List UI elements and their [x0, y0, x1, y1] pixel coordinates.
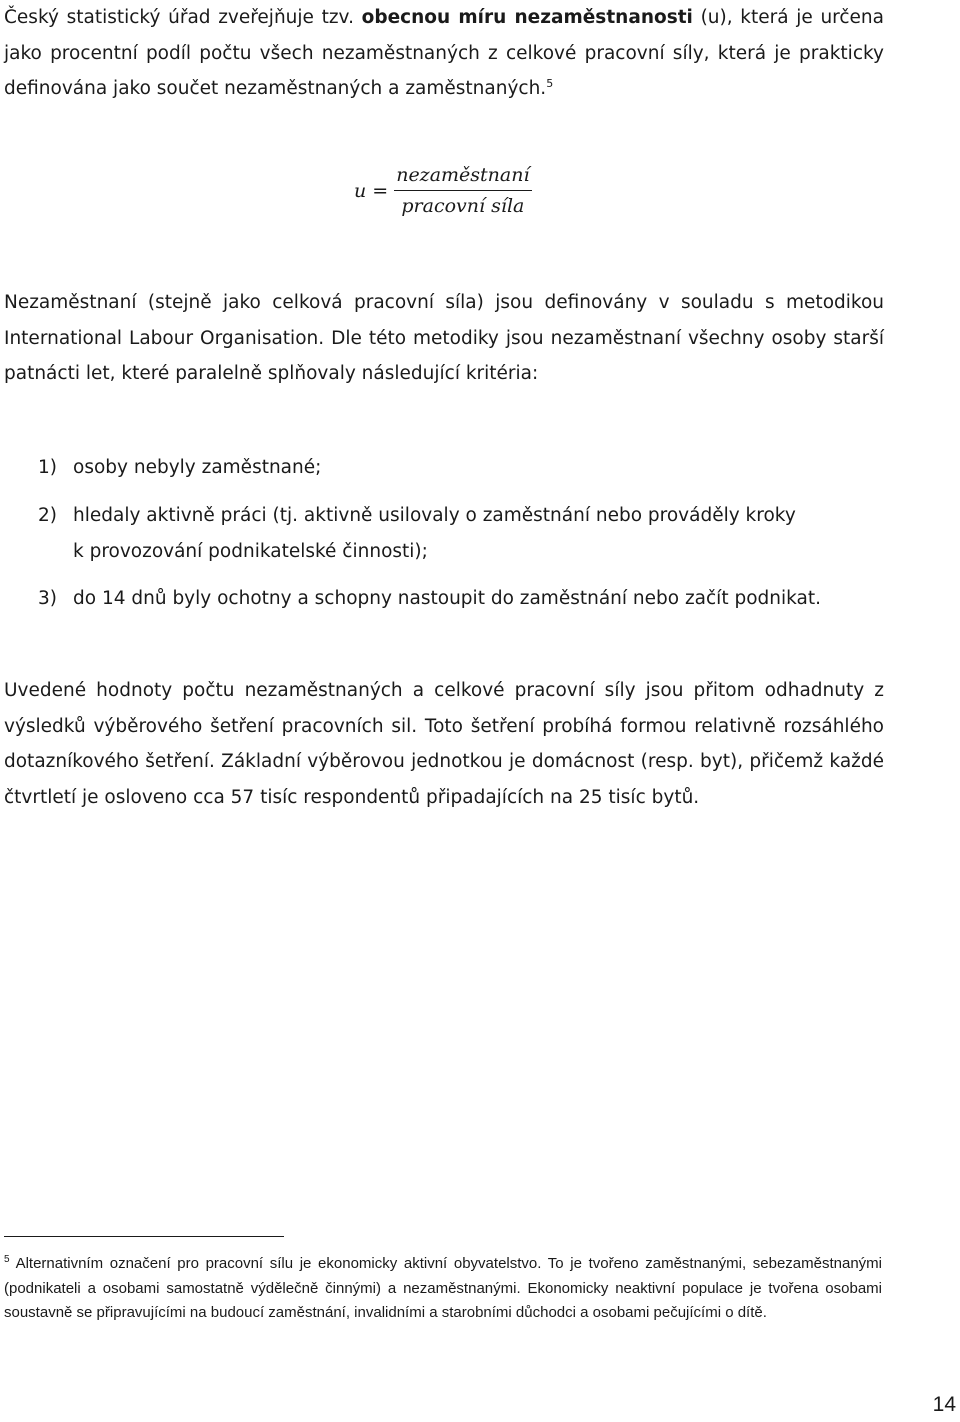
footnote	[4, 1252, 882, 1326]
paragraph-ilo-definition: Nezaměstnaní (stejně jako celková pracovní síla) jsou definovány v souladu s metodikou International Labour Organisation. Dle této metodiky jsou nezaměstnaní všechny osoby starší patnácti let, které paralelně splňovaly následující kritéria:	[4, 292, 884, 384]
footnote-reference[interactable]: 5	[546, 76, 554, 90]
intro-text-before: Český statistický úřad zveřejňuje tzv.	[4, 7, 362, 28]
intro-text-after: (u), která je určena jako procentní podíl počtu všech nezaměstnaných z celkové pracovní síly, která je prakticky definována jako součet nezaměstnaných a zaměstnaných.	[4, 7, 884, 99]
formula-fraction	[394, 164, 531, 217]
criteria-text: hledaly aktivně práci (tj. aktivně usilovaly o zaměstnání nebo prováděly kroky	[73, 505, 796, 526]
paragraph-intro	[4, 0, 884, 107]
criteria-number: 2)	[38, 505, 57, 526]
formula-lhs: u =	[354, 179, 389, 202]
criteria-item-1	[38, 450, 884, 486]
criteria-number: 1)	[38, 457, 57, 478]
page-number: 14	[932, 1393, 956, 1416]
footnote-marker: 5	[4, 1254, 10, 1265]
footnote-text: Alternativním označení pro pracovní sílu je ekonomicky aktivní obyvatelstvo. To je tvořeno zaměstnanými, sebezaměstnanými (podnikateli a osobami samostatně výdělečně činnými) a nezaměstnanými. Ekonomicky neaktivní populace je tvořena osobami soustavně se připravujícími na budoucí zaměstnání, invalidními a starobními důchodci a osobami pečujícími o dítě.	[4, 1255, 882, 1321]
criteria-text: do 14 dnů byly ochotny a schopny nastoupit do zaměstnání nebo začít podnikat.	[73, 588, 821, 609]
criteria-item-2	[38, 498, 884, 569]
paragraph-survey: Uvedené hodnoty počtu nezaměstnaných a celkové pracovní síly jsou přitom odhadnuty z výsledků výběrového šetření pracovních sil. Toto šetření probíhá formou relativně rozsáhlého dotazníkového šetření. Základní výběrovou jednotkou je domácnost (resp. byt), přičemž každé čtvrtletí je osloveno cca 57 tisíc respondentů připadajících na 25 tisíc bytů.	[4, 680, 884, 808]
criteria-number: 3)	[38, 588, 57, 609]
unemployment-rate-formula	[354, 164, 532, 217]
criteria-text-continuation: k provozování podnikatelské činnosti);	[73, 540, 428, 562]
formula-denominator: pracovní síla	[401, 195, 525, 217]
intro-bold-term: obecnou míru nezaměstnanosti	[361, 7, 693, 28]
footnote-separator	[4, 1236, 284, 1237]
criteria-item-3	[38, 581, 884, 617]
formula-numerator: nezaměstnaní	[394, 164, 531, 191]
criteria-text: osoby nebyly zaměstnané;	[73, 457, 322, 478]
